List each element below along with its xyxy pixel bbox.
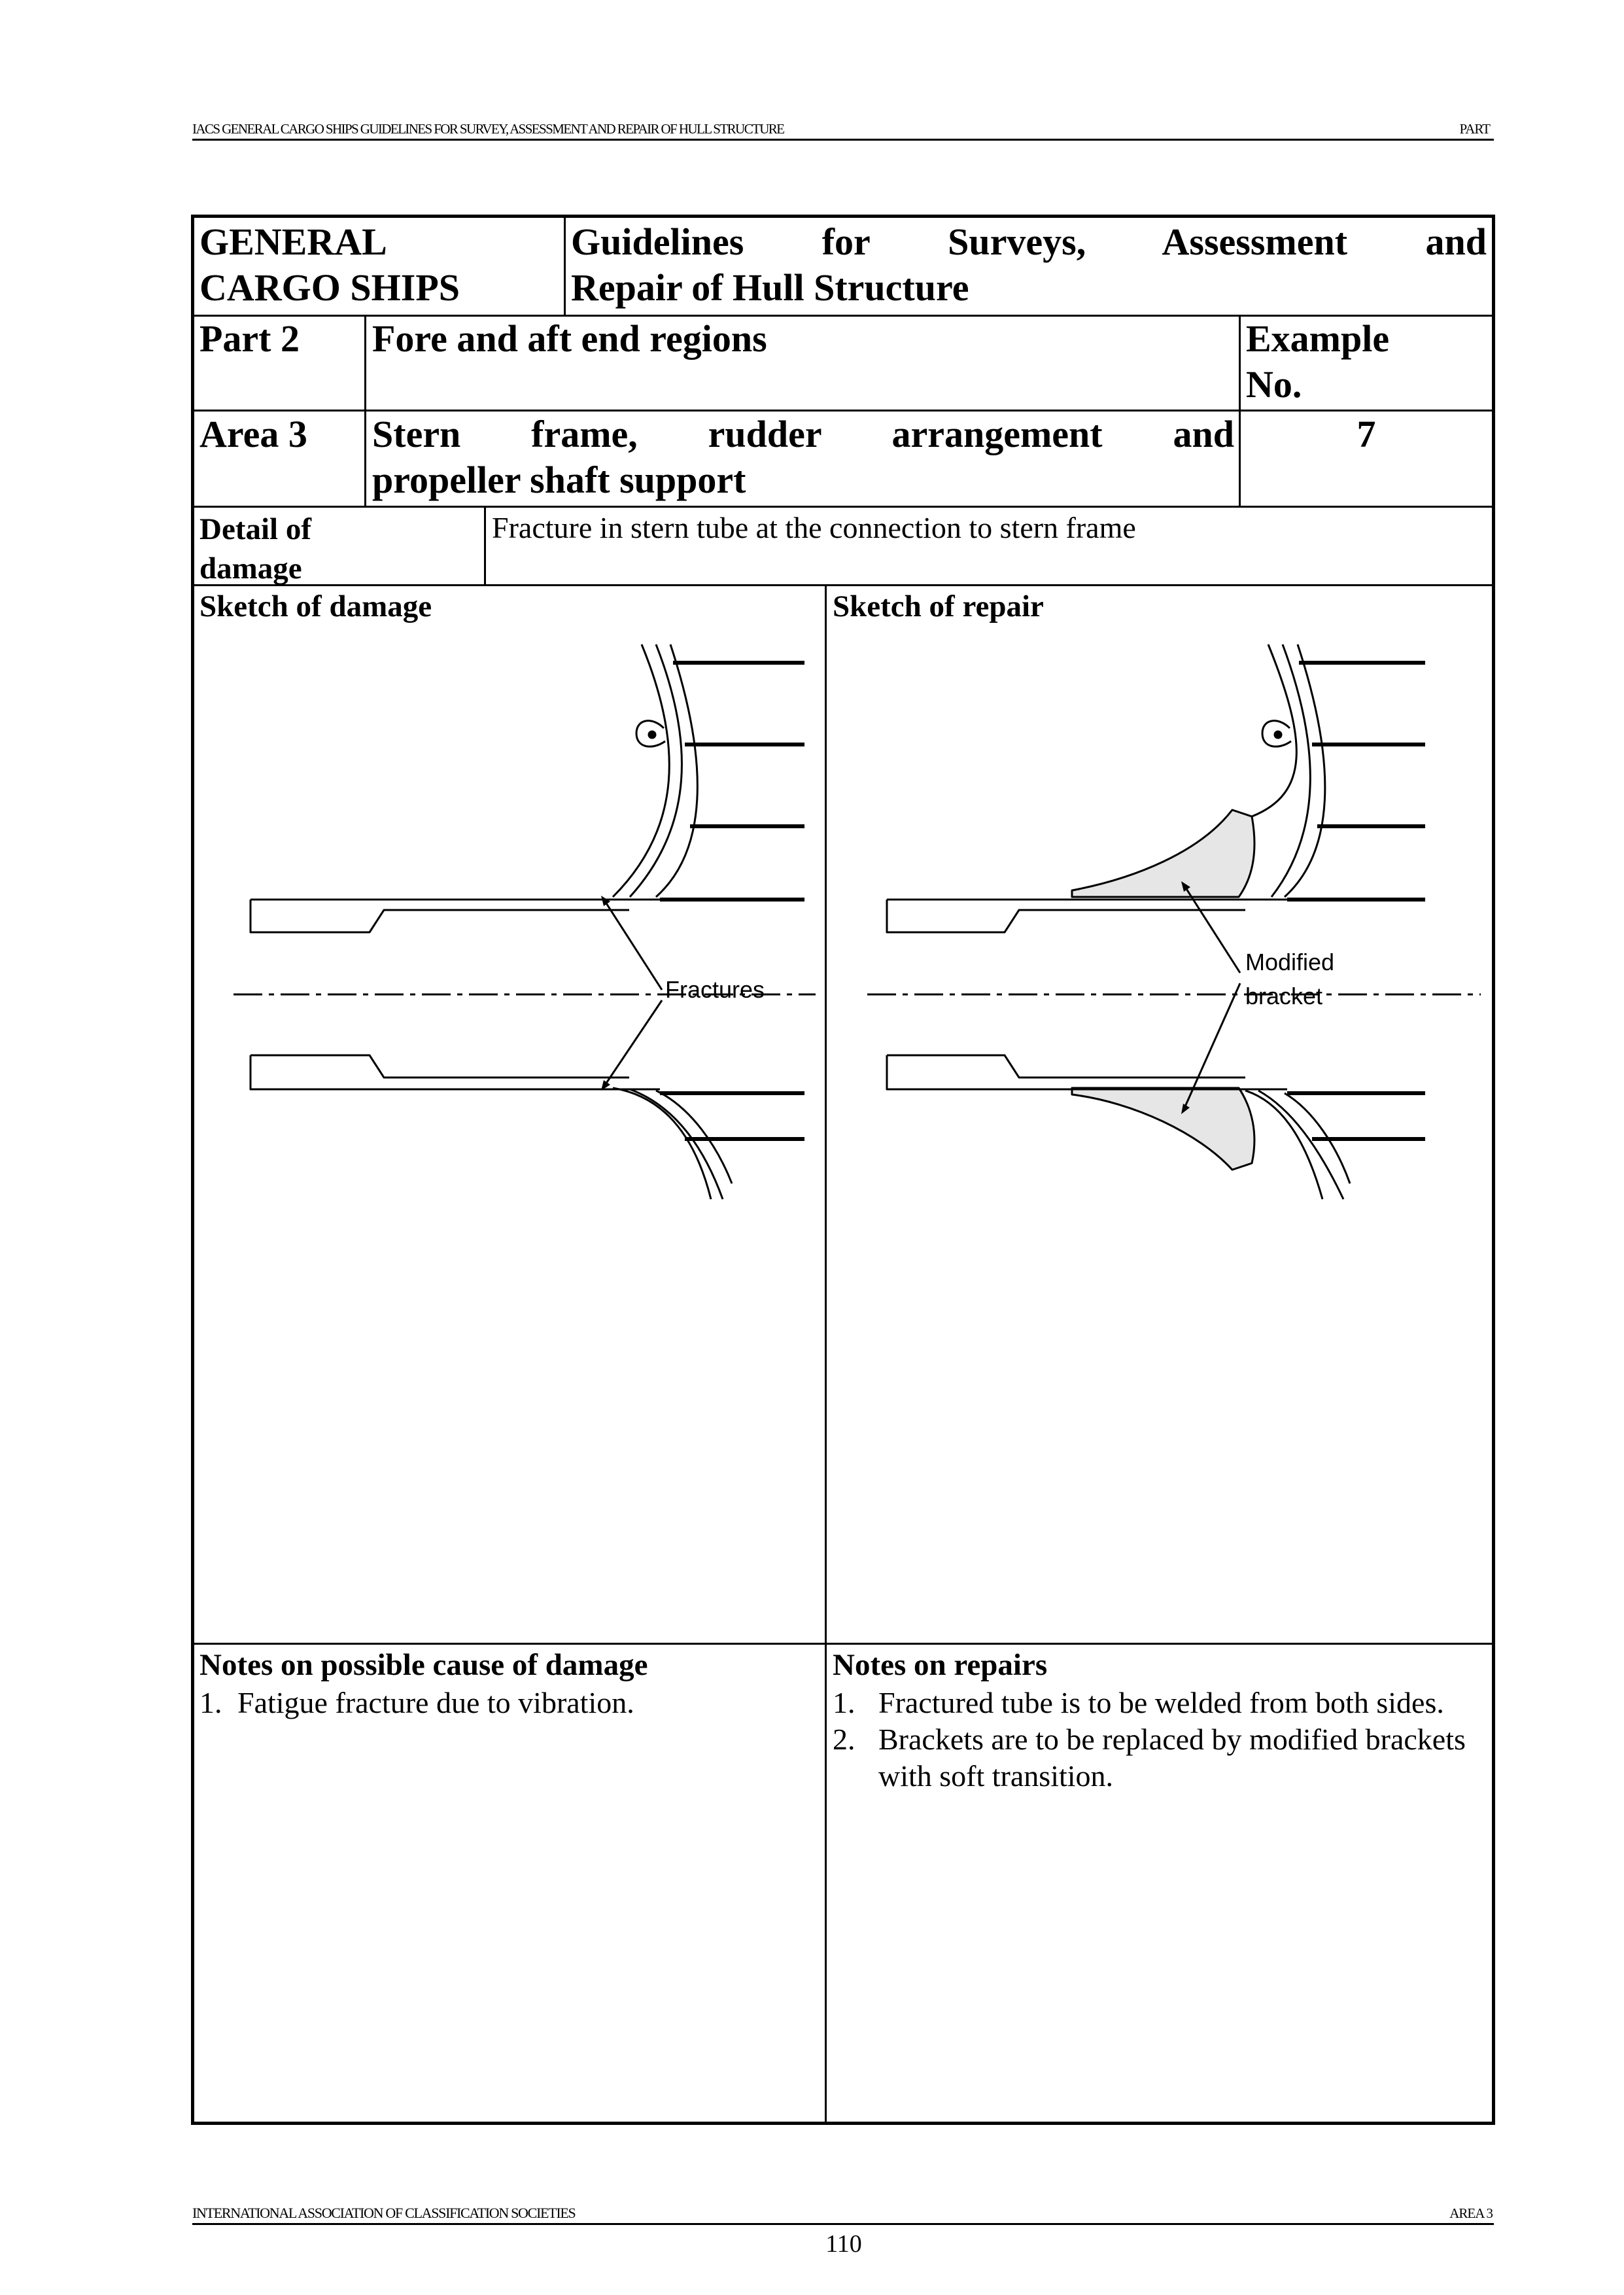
modified-bracket-label-line2: bracket: [1245, 983, 1323, 1009]
column-divider: [1239, 315, 1241, 506]
running-header: [192, 119, 1494, 141]
stern-frame-outer: [613, 644, 669, 897]
list-item-text: Brackets are to be replaced by modified brackets with soft transition.: [878, 1723, 1466, 1793]
area-label: Area 3: [199, 413, 307, 455]
example-label: [1246, 316, 1488, 408]
stern-frame-aft: [1285, 644, 1325, 897]
fractures-label: Fractures: [665, 976, 765, 1003]
guideline-sheet: [191, 215, 1495, 2125]
guideline-title-line1: Guidelines for Surveys, Assessment and: [571, 220, 1487, 263]
guideline-title-cell: [571, 219, 1487, 311]
part-label: Part 2: [199, 317, 300, 360]
list-item-number: 2.: [833, 1723, 855, 1756]
running-header-part: PART: [1459, 121, 1490, 137]
list-item-number: 1.: [199, 1686, 222, 1719]
sketch-repair-heading: Sketch of repair: [833, 589, 1044, 623]
stern-frame-outer: [1252, 644, 1296, 816]
leader-line: [603, 898, 662, 990]
notes-cause-heading: Notes on possible cause of damage: [199, 1648, 648, 1682]
running-footer-area: AREA 3: [1449, 2205, 1493, 2221]
area-title-line2: propeller shaft support: [372, 459, 746, 501]
pintle-center: [649, 731, 655, 738]
notes-repairs-list: [833, 1685, 1487, 1795]
list-item: [833, 1685, 1487, 1721]
column-divider: [364, 315, 366, 506]
detail-label-line1: Detail of: [199, 512, 311, 546]
example-label-line1: Example: [1246, 317, 1390, 360]
pintle-center: [1275, 731, 1281, 738]
guideline-title-line2: Repair of Hull Structure: [571, 266, 969, 309]
detail-label-line2: damage: [199, 552, 302, 586]
part-title: Fore and aft end regions: [372, 317, 767, 360]
leader-line: [603, 1000, 662, 1088]
lower-shell-1: [1245, 1091, 1322, 1199]
detail-text: Fracture in stern tube at the connection to stern frame: [492, 511, 1136, 544]
list-item: [199, 1685, 818, 1721]
running-footer: [192, 2203, 1494, 2225]
stern-frame-inner: [1271, 644, 1310, 897]
list-item-number: 1.: [833, 1686, 855, 1719]
modified-bracket-upper: [1072, 810, 1254, 897]
row-divider: [194, 506, 1492, 508]
running-footer-org: INTERNATIONAL ASSOCIATION OF CLASSIFICATION SOCIETIES: [192, 2205, 576, 2221]
sketch-damage-heading: Sketch of damage: [199, 589, 432, 623]
example-number: 7: [1356, 413, 1376, 455]
modified-bracket-lower: [1072, 1088, 1254, 1170]
lower-shell-2: [630, 1089, 723, 1199]
stern-tube-lower: [887, 1055, 1287, 1089]
running-header-title: IACS GENERAL CARGO SHIPS GUIDELINES FOR SURVEY, ASSESSMENT AND REPAIR OF HULL STRUCTURE: [192, 121, 784, 137]
notes-repairs-section: [833, 1645, 1487, 1795]
stern-tube-lower: [251, 1055, 660, 1089]
ship-type-line2: CARGO SHIPS: [199, 266, 460, 309]
list-item-text: Fatigue fracture due to vibration.: [237, 1686, 634, 1719]
column-divider: [484, 506, 486, 584]
notes-cause-list: [199, 1685, 818, 1721]
detail-label: [199, 510, 481, 588]
notes-cause-section: [199, 1645, 818, 1721]
page-number: 110: [825, 2230, 862, 2258]
stern-tube-upper: [887, 900, 1287, 932]
row-divider: [194, 1643, 1492, 1645]
column-divider: [564, 218, 566, 315]
repair-sketch: [827, 637, 1492, 1638]
stern-frame-aft: [656, 644, 697, 897]
damage-sketch: [194, 637, 825, 1638]
notes-repairs-heading: Notes on repairs: [833, 1648, 1048, 1682]
arrowhead: [601, 896, 610, 906]
area-title-line1: Stern frame, rudder arrangement and: [372, 413, 1234, 455]
example-label-line2: No.: [1246, 363, 1302, 406]
modified-bracket-label-line1: Modified: [1245, 949, 1335, 975]
list-item: [833, 1721, 1487, 1795]
ship-type-cell: [199, 219, 559, 311]
area-title: [372, 412, 1234, 503]
stern-tube-upper: [251, 900, 660, 932]
ship-type-line1: GENERAL: [199, 220, 387, 263]
list-item-text: Fractured tube is to be welded from both sides.: [878, 1686, 1444, 1719]
